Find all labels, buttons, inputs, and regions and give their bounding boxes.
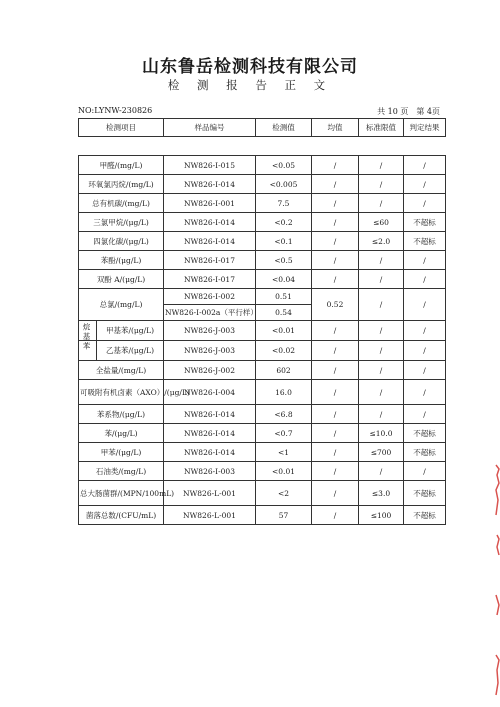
table-cell-limit: ≤60 [359,213,404,232]
table-cell-result: / [404,361,446,380]
col-header-value: 检测值 [256,119,312,137]
table-cell-result: / [404,251,446,270]
table-cell-item: 菌落总数/(CFU/mL) [79,506,164,525]
table-cell-item: 四氯化碳/(μg/L) [79,232,164,251]
table-cell-mean: / [312,194,359,213]
table-cell-item: 总大肠菌群/(MPN/100mL) [79,481,164,506]
report-subtitle: 检 测 报 告 正 文 [167,78,333,92]
table-cell-value: 7.5 [256,194,312,213]
table-cell-mean: / [312,270,359,289]
table-row [79,405,446,424]
table-cell-limit: / [359,156,404,175]
table-cell-item: 苯系物/(μg/L) [79,405,164,424]
table-cell-result: 不超标 [404,481,446,506]
table-cell-value: <1 [256,443,312,462]
table-cell-sample: NW826-I-014 [164,175,256,194]
alkylbenzene-group-label: 烷基苯 [82,323,91,352]
table-cell-result: / [404,405,446,424]
table-row [79,232,446,251]
red-seal-stamp [490,455,500,705]
table-cell-item: 甲基苯/(μg/L) [105,326,155,335]
table-row [79,137,446,156]
table-row [79,175,446,194]
table-cell-mean: / [312,213,359,232]
table-cell-value: <0.05 [256,156,312,175]
table-cell-sample: NW826-I-017 [164,251,256,270]
table-cell-value: <0.2 [256,213,312,232]
table-row [79,424,446,443]
table-cell-mean: / [312,481,359,506]
table-cell-value: <6.8 [256,405,312,424]
table-cell-result: / [404,321,446,341]
col-header-sample: 样品编号 [164,119,256,137]
table-cell-value: <0.7 [256,424,312,443]
table-cell-mean: / [312,175,359,194]
table-cell-mean: / [312,361,359,380]
table-cell-result: 不超标 [404,424,446,443]
table-cell-result: / [404,462,446,481]
table-cell-result: / [404,194,446,213]
table-cell-value: 602 [256,361,312,380]
table-cell-item: 甲苯/(μg/L) [79,443,164,462]
table-row [79,341,446,361]
table-cell-sample: NW826-J-002 [164,361,256,380]
table-cell-limit: / [359,405,404,424]
table-cell-value: <0.02 [256,341,312,361]
table-row [79,380,446,405]
table-row [79,213,446,232]
table-cell-item: 苯/(μg/L) [79,424,164,443]
table-cell-sample: NW826-I-003 [164,462,256,481]
table-row [79,194,446,213]
table-cell-item: 总有机碳/(mg/L) [79,194,164,213]
col-header-limit: 标准限值 [359,119,404,137]
table-cell-mean: / [312,443,359,462]
report-table [78,118,446,525]
table-cell-item: 石油类/(mg/L) [79,462,164,481]
table-row [79,321,446,341]
table-cell-sample: NW826-L-001 [164,506,256,525]
table-cell-value: <0.005 [256,175,312,194]
table-cell-value: <0.01 [256,462,312,481]
table-cell-value: <0.04 [256,270,312,289]
table-cell-result: 不超标 [404,506,446,525]
table-cell-result: / [404,341,446,361]
page-info: 共 10 页 第 4页 [377,107,440,116]
table-cell-mean: / [312,405,359,424]
table-cell-limit: ≤100 [359,506,404,525]
table-cell-sample: NW826-I-001 [164,194,256,213]
table-cell-mean: / [312,380,359,405]
table-row [79,443,446,462]
stamp-edge-mark [496,465,499,695]
table-cell-limit: / [359,462,404,481]
table-cell-value: 0.51 [256,289,312,305]
table-cell-mean: / [312,506,359,525]
table-cell-limit: ≤700 [359,443,404,462]
table-cell-mean: / [312,321,359,341]
table-cell-sample: NW826-I-014 [164,405,256,424]
table-cell-item: 双酚 A/(μg/L) [79,270,164,289]
table-row [79,462,446,481]
table-cell-result: 不超标 [404,232,446,251]
table-cell-result: 不超标 [404,213,446,232]
table-cell-value: 0.54 [256,305,312,321]
table-cell-item: 苯酚/(μg/L) [79,251,164,270]
table-cell-limit: / [359,175,404,194]
table-cell-sample: NW826-I-015 [164,156,256,175]
table-cell-value: 16.0 [256,380,312,405]
report-number: NO:LYNW-230826 [78,106,153,115]
table-cell-result: / [404,156,446,175]
col-header-item: 检测项目 [79,119,164,137]
table-cell-sample: NW826-I-014 [164,232,256,251]
table-row [79,481,446,506]
table-cell-limit: / [359,194,404,213]
total-chlorine-result: / [404,289,446,321]
table-cell-sample: NW826-I-002 [164,289,256,305]
table-cell-limit: / [359,321,404,341]
table-cell-value: 57 [256,506,312,525]
table-cell-mean: / [312,156,359,175]
table-cell-sample: NW826-J-003 [164,321,256,341]
table-row [79,289,446,305]
table-cell-value: <0.5 [256,251,312,270]
table-row [79,506,446,525]
table-cell-result: / [404,380,446,405]
table-cell-mean: / [312,424,359,443]
table-cell-item: 可吸附有机卤素（AXO）/(μg/L) [79,380,164,405]
table-cell-value: <0.01 [256,321,312,341]
table-row [79,156,446,175]
table-cell-limit: / [359,361,404,380]
table-cell-sample: NW826-L-001 [164,481,256,506]
table-cell-limit: ≤3.0 [359,481,404,506]
table-cell-sample: NW826-I-017 [164,270,256,289]
table-row [79,270,446,289]
table-cell-mean: / [312,341,359,361]
table-row [79,361,446,380]
table-cell-sample: NW826-I-014 [164,213,256,232]
table-cell-limit: ≤10.0 [359,424,404,443]
table-cell-value: <0.1 [256,232,312,251]
table-cell-value: <2 [256,481,312,506]
table-cell-sample: NW826-I-004 [164,380,256,405]
table-cell-item: 甲醛/(mg/L) [79,156,164,175]
col-header-result: 判定结果 [404,119,446,137]
table-cell-mean: / [312,251,359,270]
table-cell-mean: / [312,232,359,251]
table-row [79,251,446,270]
total-chlorine-mean: 0.52 [312,289,359,321]
table-cell-item: 三氯甲烷/(μg/L) [79,213,164,232]
total-chlorine-limit: / [359,289,404,321]
company-name: 山东鲁岳检测科技有限公司 [142,57,358,77]
table-cell-limit: / [359,270,404,289]
table-cell-sample: NW826-I-014 [164,424,256,443]
col-header-mean: 均值 [312,119,359,137]
table-cell-result: / [404,270,446,289]
table-cell-sample: NW826-I-014 [164,443,256,462]
table-cell-limit: / [359,251,404,270]
table-cell-limit: ≤2.0 [359,232,404,251]
table-cell-result: 不超标 [404,443,446,462]
table-cell-mean: / [312,462,359,481]
table-cell-limit: / [359,380,404,405]
table-cell-item: 环氧氯丙烷/(mg/L) [79,175,164,194]
table-cell-limit: / [359,341,404,361]
table-cell-result: / [404,175,446,194]
table-cell-item: 乙基苯/(μg/L) [105,346,155,355]
table-cell-item: 全盐量/(mg/L) [79,361,164,380]
table-cell-sample: NW826-I-002a（平行样） [164,305,256,321]
table-header-row [79,119,446,137]
total-chlorine-item: 总氯/(mg/L) [79,289,164,321]
table-cell-sample: NW826-J-003 [164,341,256,361]
